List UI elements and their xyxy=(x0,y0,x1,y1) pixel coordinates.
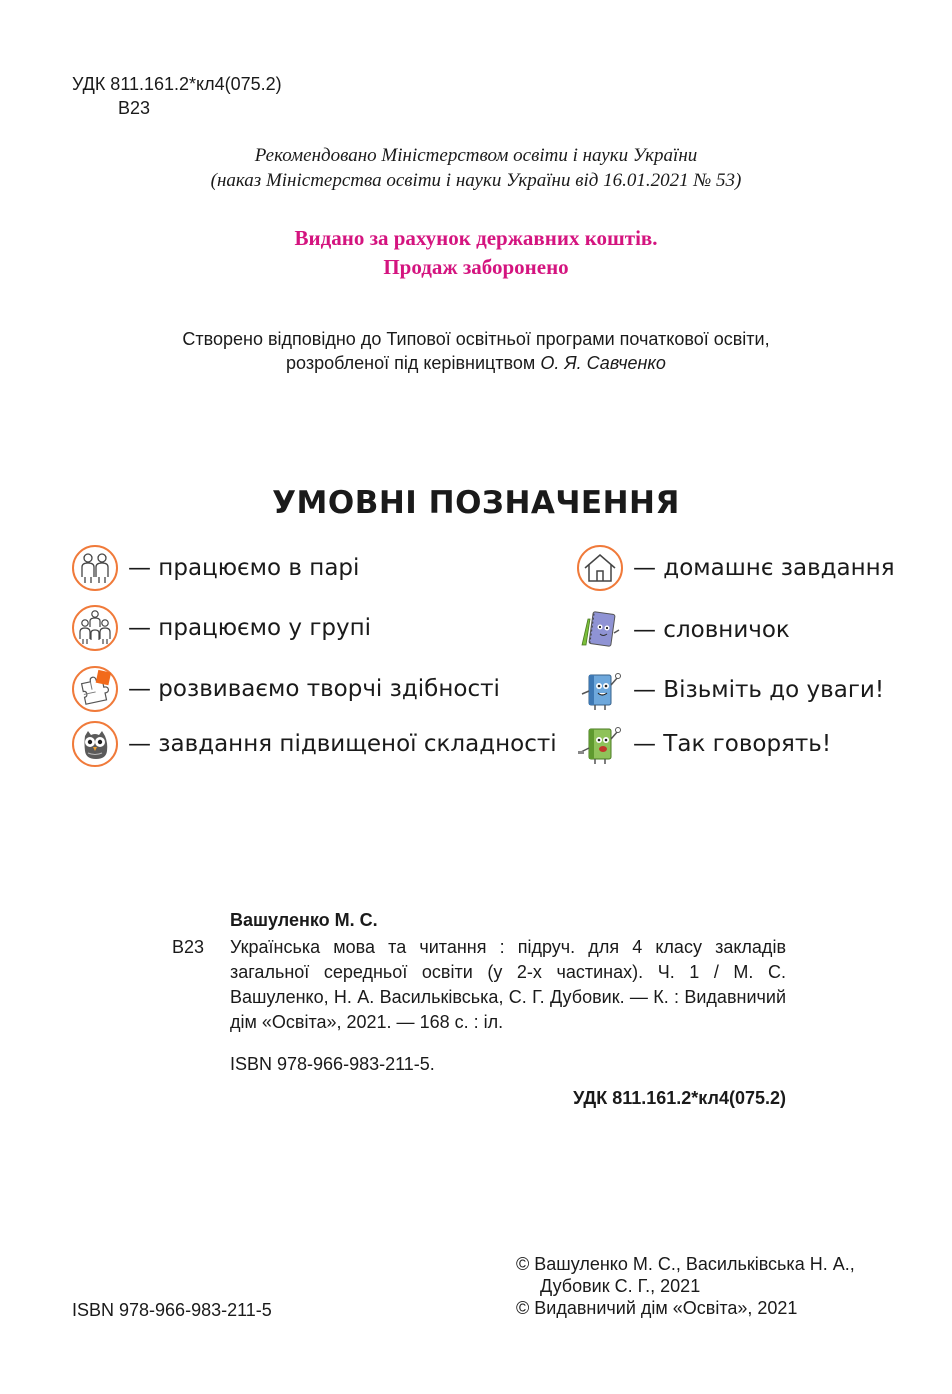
isbn-bottom: ISBN 978-966-983-211-5 xyxy=(72,1300,272,1320)
copyright-line-3: © Видавничий дім «Освіта», 2021 xyxy=(516,1298,798,1318)
program-line-2 xyxy=(0,351,952,375)
notice-line-2: Продаж заборонено xyxy=(383,255,569,279)
udk-header xyxy=(72,72,282,120)
bib-udk: УДК 811.161.2*кл4(075.2) xyxy=(573,1088,786,1108)
pair-icon xyxy=(72,545,118,591)
state-funding-notice xyxy=(0,224,952,282)
legend-item-pair xyxy=(72,545,359,591)
legend-label: — Так говорять! xyxy=(633,731,832,757)
program-line-1: Створено відповідно до Типової освітньої програми початкової освіти, xyxy=(182,329,770,349)
puzzle-icon xyxy=(72,666,118,712)
legend-item-dictionary xyxy=(577,607,790,653)
group-icon xyxy=(72,605,118,651)
author-mark: В23 xyxy=(118,98,151,118)
bib-author: Вашуленко М. С. xyxy=(230,910,378,930)
legend-item-advanced xyxy=(72,721,557,767)
owl-icon xyxy=(72,721,118,767)
program-prefix: розробленої під керівництвом xyxy=(286,353,536,373)
legend-label: — домашнє завдання xyxy=(633,555,895,581)
legend-title: УМОВНІ ПОЗНАЧЕННЯ xyxy=(272,485,680,521)
legend-item-group xyxy=(72,605,371,651)
bib-description: Українська мова та читання : підруч. для 4 класу закладів загальної середньої освіти (у 2-х частинах). Ч. 1 / М. С. Вашуленко, Н. А. Васильківська, С. Г. Дубовик. — К. : Видавничий дім «Освіта», 2021. — 168 с. : іл. xyxy=(230,937,786,1032)
udk-code: УДК 811.161.2*кл4(075.2) xyxy=(72,74,282,94)
house-icon xyxy=(577,545,623,591)
copyright-line-1: © Вашуленко М. С., Васильківська Н. А., xyxy=(516,1254,855,1274)
legend-label: — працюємо в парі xyxy=(128,555,360,581)
green-book-icon xyxy=(577,721,623,767)
notebook-icon xyxy=(577,607,623,653)
program-author: О. Я. Савченко xyxy=(540,353,666,373)
program-statement xyxy=(0,327,952,375)
legend-label: — розвиваємо творчі здібності xyxy=(128,676,500,702)
legend-label: — Візьміть до уваги! xyxy=(633,677,885,703)
legend-label: — словничок xyxy=(633,617,790,643)
legend-item-creative xyxy=(72,666,500,712)
bib-code: В23 xyxy=(172,937,205,957)
copyright xyxy=(516,1253,855,1319)
legend-label: — завдання підвищеної складності xyxy=(128,731,557,757)
legend-item-homework xyxy=(577,545,895,591)
recommendation-line: Рекомендовано Міністерством освіти і науки України xyxy=(254,145,698,166)
copyright-line-2: Дубовик С. Г., 2021 xyxy=(540,1276,701,1296)
legend-label: — працюємо у групі xyxy=(128,615,372,641)
notice-line-1: Видано за рахунок державних коштів. xyxy=(294,226,658,250)
bib-isbn: ISBN 978-966-983-211-5. xyxy=(230,1054,435,1074)
legend-item-saying xyxy=(577,721,831,767)
legend-item-note xyxy=(577,667,884,713)
ministry-recommendation xyxy=(0,143,952,193)
order-line: (наказ Міністерства освіти і науки України від 16.01.2021 № 53) xyxy=(210,170,742,191)
book-character-icon xyxy=(577,667,623,713)
